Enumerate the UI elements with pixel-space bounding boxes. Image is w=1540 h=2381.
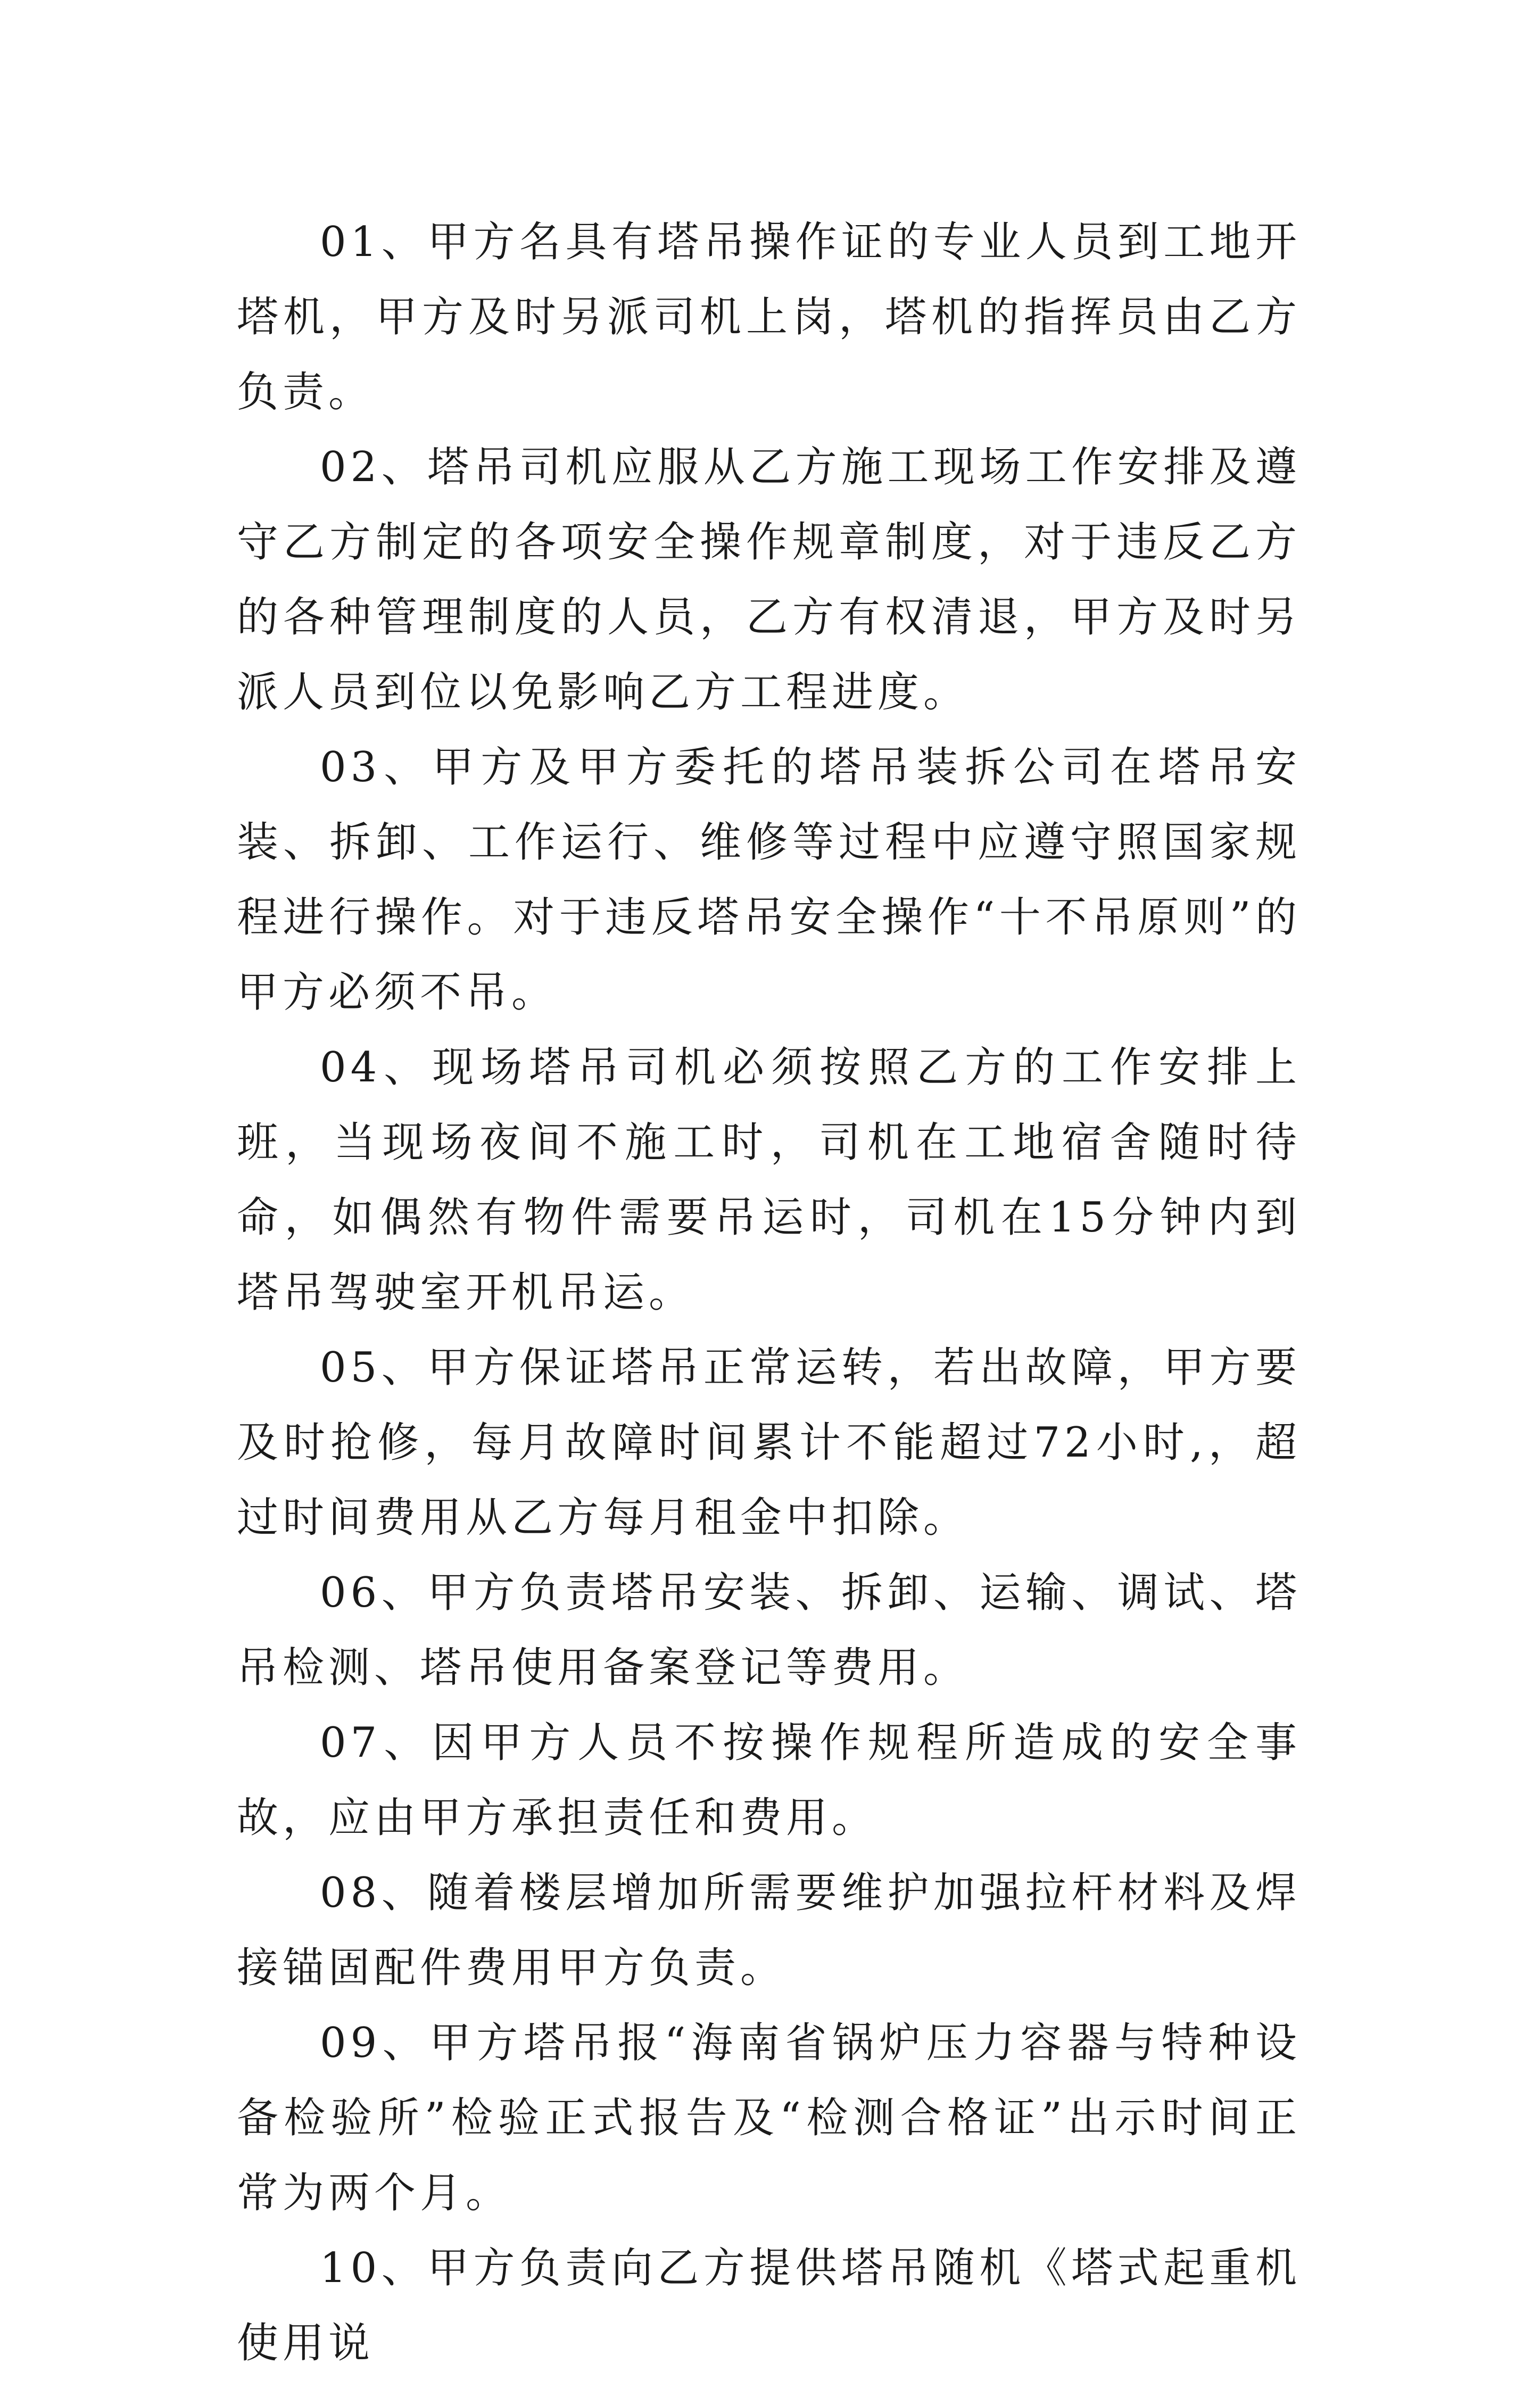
- clause-05: 05、甲方保证塔吊正常运转，若出故障，甲方要及时抢修，每月故障时间累计不能超过72小时,，超过时间费用从乙方每月租金中扣除。: [237, 1344, 1301, 1542]
- clause-10: 10、甲方负责向乙方提供塔吊随机《塔式起重机使用说: [237, 2244, 1301, 2367]
- clause-03: 03、甲方及甲方委托的塔吊装拆公司在塔吊安装、拆卸、工作运行、维修等过程中应遵守照国家规程进行操作。对于违反塔吊安全操作“十不吊原则”的甲方必须不吊。: [237, 743, 1301, 1016]
- clause-04: 04、现场塔吊司机必须按照乙方的工作安排上班，当现场夜间不施工时，司机在工地宿舍随时待命，如偶然有物件需要吊运时，司机在15分钟内到塔吊驾驶室开机吊运。: [237, 1044, 1301, 1317]
- clause-07: 07、因甲方人员不按操作规程所造成的安全事故，应由甲方承担责任和费用。: [237, 1719, 1301, 1842]
- clause-06: 06、甲方负责塔吊安装、拆卸、运输、调试、塔吊检测、塔吊使用备案登记等费用。: [237, 1569, 1301, 1692]
- document-body: [237, 205, 1301, 2381]
- clause-09: 09、甲方塔吊报“海南省锅炉压力容器与特种设备检验所”检验正式报告及“检测合格证”出示时间正常为两个月。: [237, 2019, 1301, 2217]
- clause-01: 01、甲方名具有塔吊操作证的专业人员到工地开塔机，甲方及时另派司机上岗，塔机的指挥员由乙方负责。: [237, 218, 1301, 416]
- clause-08: 08、随着楼层增加所需要维护加强拉杆材料及焊接锚固配件费用甲方负责。: [237, 1869, 1301, 1992]
- clause-02: 02、塔吊司机应服从乙方施工现场工作安排及遵守乙方制定的各项安全操作规章制度，对于违反乙方的各种管理制度的人员，乙方有权清退，甲方及时另派人员到位以免影响乙方工程进度。: [237, 443, 1301, 716]
